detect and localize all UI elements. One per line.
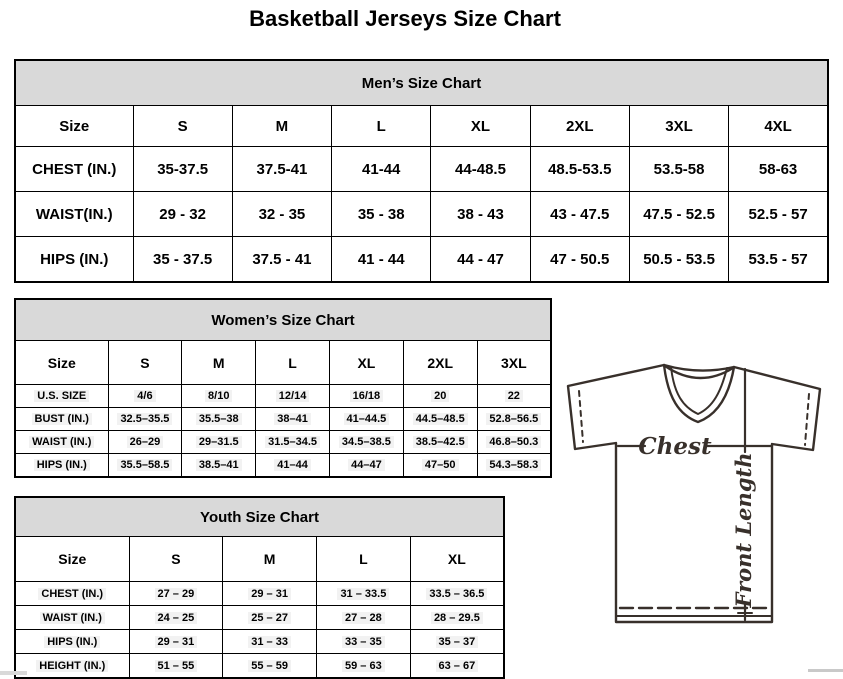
table-caption-row <box>15 60 828 106</box>
size-value: 33.5 – 36.5 <box>426 588 487 600</box>
size-value: 31 – 33.5 <box>337 588 389 600</box>
size-cell <box>108 431 182 454</box>
column-header: 4XL <box>729 106 828 147</box>
size-cell: 52.5 - 57 <box>729 192 828 237</box>
chest-measure-label: Chest <box>638 433 712 460</box>
size-cell <box>403 385 477 408</box>
table-row <box>15 582 504 606</box>
size-value: 20 <box>431 390 449 402</box>
size-value: 46.8–50.3 <box>486 436 541 448</box>
size-value: 35.5–58.5 <box>117 459 172 471</box>
size-value: 35 – 37 <box>436 636 479 648</box>
size-cell: 47.5 - 52.5 <box>629 192 728 237</box>
row-label <box>15 654 129 679</box>
size-value: 44.5–48.5 <box>413 413 468 425</box>
size-cell: 50.5 - 53.5 <box>629 237 728 283</box>
jersey-measurement-diagram <box>552 358 828 630</box>
size-cell <box>256 431 330 454</box>
column-header: 2XL <box>403 341 477 385</box>
size-value: 27 – 29 <box>155 588 198 600</box>
size-cell: 43 - 47.5 <box>530 192 629 237</box>
row-label: HIPS (IN.) <box>15 237 133 283</box>
column-header: S <box>108 341 182 385</box>
size-value: 35.5–38 <box>196 413 242 425</box>
size-cell: 38 - 43 <box>431 192 530 237</box>
table-row <box>15 192 828 237</box>
womens-table-title: Women’s Size Chart <box>15 299 551 341</box>
column-header: XL <box>431 106 530 147</box>
size-cell <box>223 606 317 630</box>
column-header: XL <box>410 537 504 582</box>
row-label <box>15 454 108 478</box>
size-value: 24 – 25 <box>155 612 198 624</box>
size-cell <box>410 630 504 654</box>
size-value: 31 – 33 <box>248 636 291 648</box>
size-value: 27 – 28 <box>342 612 385 624</box>
row-label-text: WAIST (IN.) <box>29 436 94 448</box>
size-value: 41–44 <box>274 459 311 471</box>
column-header: Size <box>15 537 129 582</box>
column-header: M <box>182 341 256 385</box>
size-cell <box>403 454 477 478</box>
table-row <box>15 237 828 283</box>
column-header: Size <box>15 106 133 147</box>
size-value: 38.5–41 <box>196 459 242 471</box>
size-cell <box>129 630 223 654</box>
column-header: L <box>256 341 330 385</box>
size-value: 54.3–58.3 <box>486 459 541 471</box>
size-cell <box>182 408 256 431</box>
row-label-text: HIPS (IN.) <box>44 636 100 648</box>
column-header: S <box>129 537 223 582</box>
size-cell <box>329 454 403 478</box>
size-value: 44–47 <box>348 459 385 471</box>
size-cell <box>477 454 551 478</box>
jersey-diagram-icon <box>552 358 828 630</box>
table-row <box>15 431 551 454</box>
table-caption-row <box>15 497 504 537</box>
size-value: 29 – 31 <box>155 636 198 648</box>
size-value: 4/6 <box>134 390 155 402</box>
size-cell <box>317 582 411 606</box>
page-title: Basketball Jerseys Size Chart <box>249 6 561 31</box>
size-value: 52.8–56.5 <box>486 413 541 425</box>
size-cell <box>410 582 504 606</box>
row-label-text: CHEST (IN.) <box>38 588 106 600</box>
size-cell: 37.5 - 41 <box>232 237 331 283</box>
size-cell: 41 - 44 <box>332 237 431 283</box>
table-row <box>15 630 504 654</box>
column-header: 3XL <box>629 106 728 147</box>
size-cell <box>223 654 317 679</box>
size-value: 16/18 <box>350 390 384 402</box>
size-value: 38.5–42.5 <box>413 436 468 448</box>
row-label <box>15 385 108 408</box>
table-caption-row <box>15 299 551 341</box>
mens-table-title: Men’s Size Chart <box>15 60 828 106</box>
mens-size-table <box>14 59 829 283</box>
row-label <box>15 431 108 454</box>
size-cell <box>403 408 477 431</box>
size-value: 59 – 63 <box>342 660 385 672</box>
size-cell <box>182 454 256 478</box>
size-cell <box>129 654 223 679</box>
size-cell <box>403 431 477 454</box>
size-cell <box>477 431 551 454</box>
column-header: M <box>223 537 317 582</box>
size-value: 25 – 27 <box>248 612 291 624</box>
size-cell: 58-63 <box>729 147 828 192</box>
size-cell <box>317 654 411 679</box>
column-header: Size <box>15 341 108 385</box>
size-cell <box>256 408 330 431</box>
size-value: 41–44.5 <box>344 413 390 425</box>
size-value: 34.5–38.5 <box>339 436 394 448</box>
size-cell: 48.5-53.5 <box>530 147 629 192</box>
size-value: 38–41 <box>274 413 311 425</box>
table-row <box>15 606 504 630</box>
size-cell <box>108 454 182 478</box>
size-cell <box>129 606 223 630</box>
row-label-text: WAIST (IN.) <box>40 612 105 624</box>
size-value: 32.5–35.5 <box>117 413 172 425</box>
table-header-row <box>15 106 828 147</box>
size-cell <box>410 654 504 679</box>
column-header: S <box>133 106 232 147</box>
youth-size-table <box>14 496 505 679</box>
row-label <box>15 582 129 606</box>
size-cell <box>317 630 411 654</box>
table-row <box>15 408 551 431</box>
table-row <box>15 147 828 192</box>
size-cell <box>223 582 317 606</box>
column-header: L <box>332 106 431 147</box>
front-length-measure-label: Front Length <box>731 452 756 608</box>
horizontal-scrollbar-fragment-right[interactable] <box>808 669 843 672</box>
womens-size-table <box>14 298 552 478</box>
size-value: 26–29 <box>127 436 164 448</box>
column-header: 2XL <box>530 106 629 147</box>
row-label-text: HIPS (IN.) <box>34 459 90 471</box>
size-cell <box>108 408 182 431</box>
size-value: 55 – 59 <box>248 660 291 672</box>
size-cell: 35 - 38 <box>332 192 431 237</box>
size-cell <box>182 385 256 408</box>
size-cell <box>410 606 504 630</box>
size-cell: 35 - 37.5 <box>133 237 232 283</box>
size-cell: 53.5-58 <box>629 147 728 192</box>
size-value: 29 – 31 <box>248 588 291 600</box>
size-value: 51 – 55 <box>155 660 198 672</box>
size-cell <box>182 431 256 454</box>
size-cell <box>317 606 411 630</box>
size-cell <box>256 454 330 478</box>
column-header: XL <box>329 341 403 385</box>
size-cell <box>329 431 403 454</box>
size-cell <box>256 385 330 408</box>
size-cell: 35-37.5 <box>133 147 232 192</box>
row-label-text: HEIGHT (IN.) <box>36 660 108 672</box>
row-label <box>15 630 129 654</box>
row-label-text: BUST (IN.) <box>32 413 92 425</box>
size-value: 22 <box>505 390 523 402</box>
size-cell <box>329 385 403 408</box>
size-value: 29–31.5 <box>196 436 242 448</box>
table-row <box>15 385 551 408</box>
size-value: 28 – 29.5 <box>431 612 483 624</box>
table-header-row <box>15 537 504 582</box>
size-cell <box>477 408 551 431</box>
table-header-row <box>15 341 551 385</box>
size-value: 8/10 <box>205 390 232 402</box>
horizontal-scrollbar-fragment-left[interactable] <box>0 671 27 675</box>
size-cell <box>129 582 223 606</box>
size-value: 12/14 <box>276 390 310 402</box>
size-cell <box>108 385 182 408</box>
size-cell: 44-48.5 <box>431 147 530 192</box>
size-cell: 44 - 47 <box>431 237 530 283</box>
size-cell <box>477 385 551 408</box>
size-cell <box>329 408 403 431</box>
row-label <box>15 606 129 630</box>
table-row <box>15 654 504 679</box>
size-cell: 41-44 <box>332 147 431 192</box>
table-row <box>15 454 551 478</box>
column-header: L <box>317 537 411 582</box>
column-header: 3XL <box>477 341 551 385</box>
size-cell: 29 - 32 <box>133 192 232 237</box>
size-value: 63 – 67 <box>436 660 479 672</box>
size-cell: 37.5-41 <box>232 147 331 192</box>
row-label: WAIST(IN.) <box>15 192 133 237</box>
size-cell: 32 - 35 <box>232 192 331 237</box>
size-value: 47–50 <box>422 459 459 471</box>
row-label-text: U.S. SIZE <box>34 390 89 402</box>
row-label <box>15 408 108 431</box>
size-cell: 47 - 50.5 <box>530 237 629 283</box>
size-value: 33 – 35 <box>342 636 385 648</box>
size-cell <box>223 630 317 654</box>
youth-table-title: Youth Size Chart <box>15 497 504 537</box>
row-label: CHEST (IN.) <box>15 147 133 192</box>
size-cell: 53.5 - 57 <box>729 237 828 283</box>
size-value: 31.5–34.5 <box>265 436 320 448</box>
column-header: M <box>232 106 331 147</box>
